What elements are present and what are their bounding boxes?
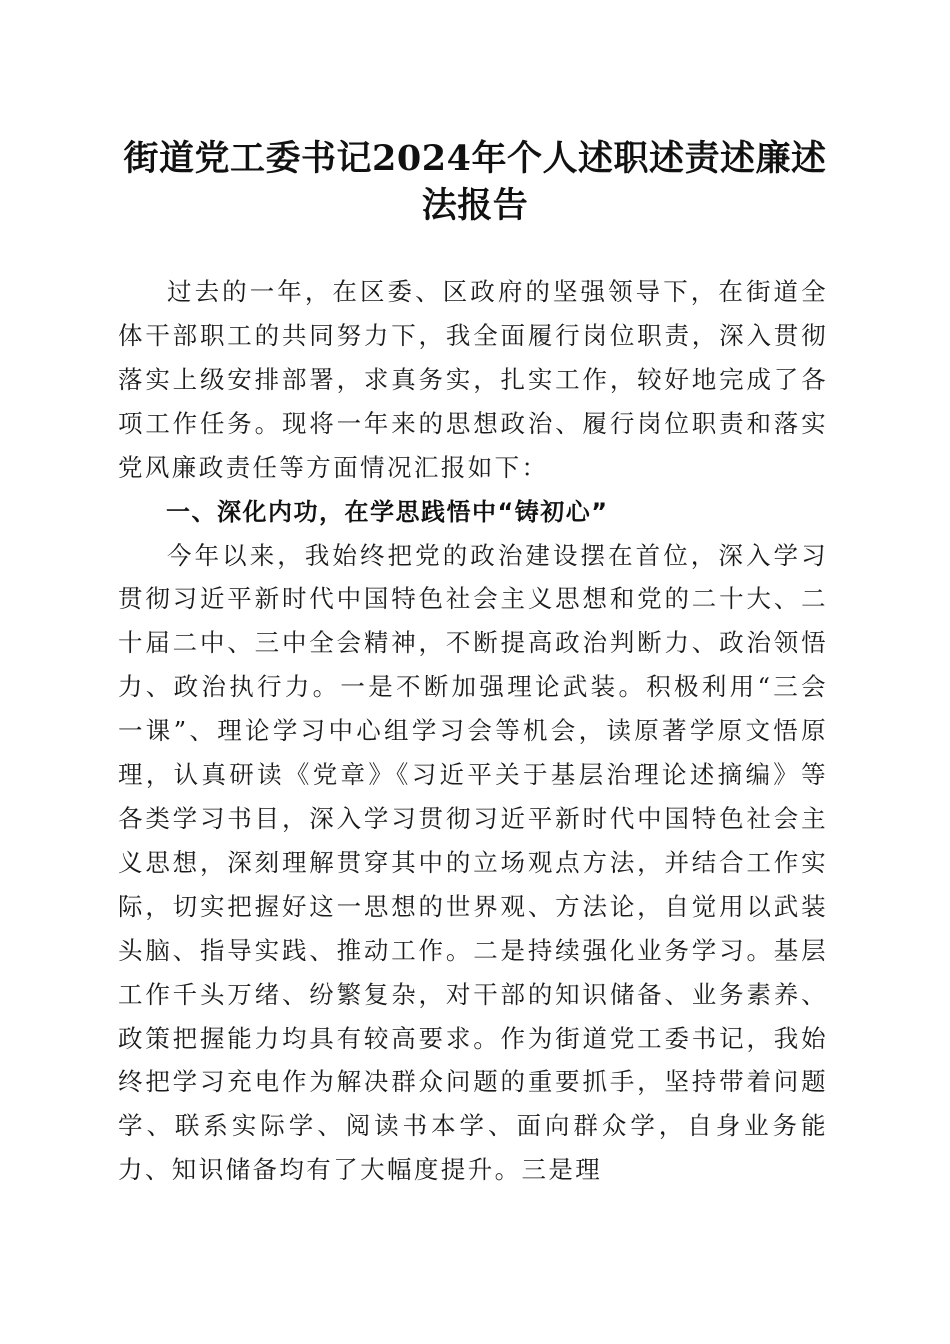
section-heading-1: 一、深化内功，在学思践悟中“铸初心”: [166, 497, 609, 526]
section-1-paragraph: 今年以来，我始终把党的政治建设摆在首位，深入学习贯彻习近平新时代中国特色社会主义思想和党的二十大、二十届二中、三中全会精神，不断提高政治判断力、政治领悟力、政治执行力。一是不断加强理论武装。积极利用“三会一课”、理论学习中心组学习会等机会，读原著学原文悟原理，认真研读《党章》《习近平关于基层治理论述摘编》等各类学习书目，深入学习贯彻习近平新时代中国特色社会主义思想，深刻理解贯穿其中的立场观点方法，并结合工作实际，切实把握好这一思想的世界观、方法论，自觉用以武装头脑、指导实践、推动工作。二是持续强化业务学习。基层工作千头万绪、纷繁复杂，对干部的知识储备、业务素养、政策把握能力均具有较高要求。作为街道党工委书记，我始终把学习充电作为解决群众问题的重要抓手，坚持带着问题学、联系实际学、阅读书本学、面向群众学，自身业务能力、知识储备均有了大幅度提升。三是理: [118, 540, 828, 1185]
document-body: [118, 270, 828, 1192]
title-line-1: 街道党工委书记2024年个人述职述责述廉述: [123, 138, 827, 179]
document-title: [118, 135, 832, 229]
intro-paragraph: 过去的一年，在区委、区政府的坚强领导下，在街道全体干部职工的共同努力下，我全面履行岗位职责，深入贯彻落实上级安排部署，求真务实，扎实工作，较好地完成了各项工作任务。现将一年来的思想政治、履行岗位职责和落实党风廉政责任等方面情况汇报如下：: [118, 277, 828, 482]
title-line-2: 法报告: [421, 185, 529, 226]
